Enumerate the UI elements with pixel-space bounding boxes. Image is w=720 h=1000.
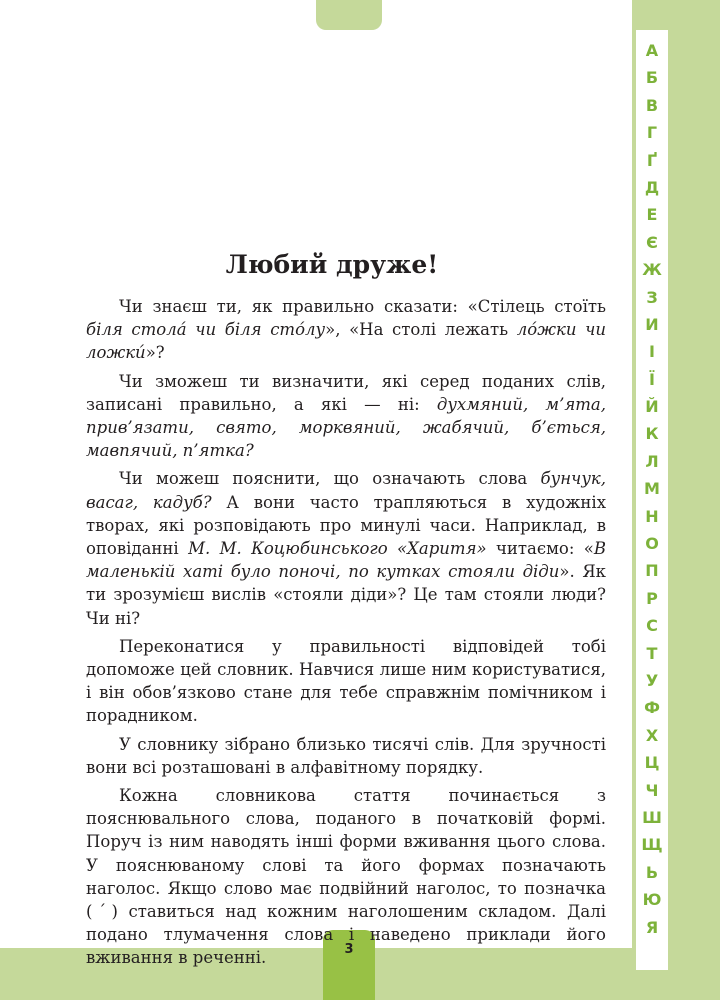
text-run: Переконатися у правильності відповідей тобі допоможе цей словник. Навчися лише ним користуватися, і він обов’язково стане для тебе справжнім помічником і порадником. [86,636,606,726]
text-run: А вони часто трапляються в художніх творах, які розповідають про минулі часи. Наприклад, в оповіданні [86,492,607,559]
page-title: Любий друже! [225,250,439,279]
italic-run: бунчук, васаг, кадуб? [86,469,606,512]
alphabet-letter[interactable]: Ф [644,698,660,718]
alphabet-letter[interactable]: Б [645,68,659,88]
alphabet-letter[interactable]: Д [644,177,660,197]
text-run: »? [145,343,165,363]
alphabet-letter[interactable]: Е [646,205,658,225]
italic-run: В маленькій хаті було поночі, по кутках стояли діди [86,539,607,582]
alphabet-letter[interactable]: Ш [642,807,662,827]
paragraph [86,370,606,463]
alphabet-letter[interactable]: Щ [641,835,663,855]
alphabet-letter[interactable]: З [646,287,658,307]
alphabet-letter[interactable]: І [649,342,655,362]
text-run: Кожна словникова стаття починається з пояснювального слова, поданого в початковій формі. Поруч із ним наводять інші форми вживання цього слова. У пояснюваному слові та його формах позначають наголос. Якщо слово має подвійний наголос, то позначка (ˊ) ставиться над кожним наголошеним складом. Далі подано тлумачення слова і наведено приклади його вживання в реченні. [86,786,606,968]
text-run: читаємо: « [486,539,594,559]
paragraph [86,784,606,970]
alphabet-letter[interactable]: Ж [642,260,662,280]
alphabet-letter[interactable]: С [646,616,658,636]
alphabet-letter[interactable]: Ї [649,369,655,389]
alphabet-letter[interactable]: Р [646,588,658,608]
alphabet-letter[interactable]: Є [646,232,658,252]
alphabet-letter[interactable]: Ч [645,780,659,800]
paragraph [86,635,606,728]
alphabet-letter[interactable]: Ґ [646,150,658,170]
italic-run: духмяний, м’ята, прив’язати, свято, морквяний, жабячий, б’ється, мавпячий, п’ятка? [86,394,606,461]
alphabet-letter[interactable]: И [645,314,659,334]
paragraph [86,733,606,779]
text-run: Чи зможеш ти визначити, які серед поданих слів, записані правильно, а які — ні: [86,371,606,414]
paragraph [86,295,606,365]
alphabet-letter[interactable]: Н [645,506,659,526]
italic-run: ло́жки чи ложки́ [86,320,606,363]
alphabet-letter[interactable]: Л [645,451,659,471]
alphabet-letter[interactable]: О [645,534,659,554]
page-number: 3 [344,942,354,957]
italic-run: біля стола́ чи біля сто́лу [86,320,326,340]
intro-text [86,295,606,975]
alphabet-index [636,37,668,941]
text-run: Чи можеш пояснити, що означають слова [119,469,541,489]
alphabet-letter[interactable]: А [645,41,659,60]
alphabet-letter[interactable]: М [644,479,660,499]
alphabet-letter[interactable]: Ю [642,890,662,910]
text-run: У словнику зібрано близько тисячі слів. Для зручності вони всі розташовані в алфавітному порядку. [86,734,606,777]
alphabet-letter[interactable]: Я [645,917,659,937]
italic-run: М. М. Коцюбинського «Харитя» [188,539,487,559]
text-run: Чи знаєш ти, як правильно сказати: «Стілець стоїть [119,297,606,316]
alphabet-letter[interactable]: П [645,561,659,581]
paragraph [86,467,606,629]
alphabet-letter[interactable]: Т [646,643,658,663]
alphabet-letter[interactable]: Ь [645,862,659,882]
alphabet-letter[interactable]: В [645,95,659,115]
alphabet-letter[interactable]: Х [645,725,659,745]
alphabet-letter[interactable]: Г [646,123,658,143]
alphabet-letter[interactable]: У [645,670,659,690]
text-run: ». Як ти зрозумієш вислів «стояли діди»? Це там стояли люди? Чи ні? [86,562,606,628]
text-run: », «На столі лежать [325,320,517,340]
alphabet-letter[interactable]: Й [645,397,659,417]
top-tab-decoration [316,0,382,30]
alphabet-letter[interactable]: К [645,424,659,444]
alphabet-letter[interactable]: Ц [644,753,660,773]
